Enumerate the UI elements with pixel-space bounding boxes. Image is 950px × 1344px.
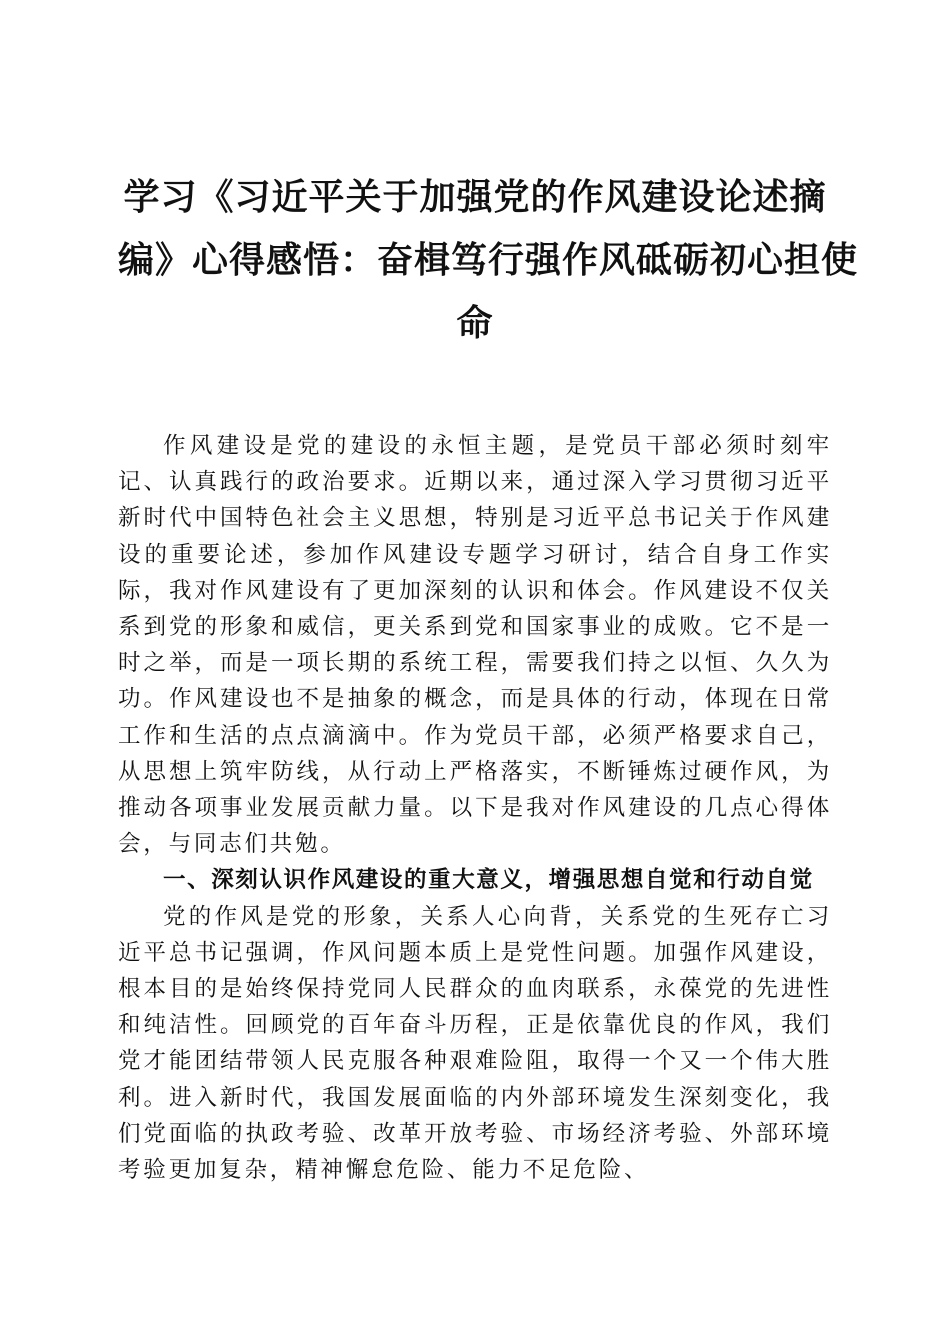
title-line-3: 命	[456, 303, 494, 344]
title-line-1: 学习《习近平关于加强党的作风建设论述摘	[123, 177, 827, 218]
title-line-2: 编》心得感悟：奋楫笃行强作风砥砺初心担使	[118, 240, 859, 281]
document-body	[118, 428, 832, 1188]
intro-paragraph: 作风建设是党的建设的永恒主题，是党员干部必须时刻牢记、认真践行的政治要求。近期以来，通过深入学习贯彻习近平新时代中国特色社会主义思想，特别是习近平总书记关于作风建设的重要论述，参加作风建设专题学习研讨，结合自身工作实际，我对作风建设有了更加深刻的认识和体会。作风建设不仅关系到党的形象和威信，更关系到党和国家事业的成败。它不是一时之举，而是一项长期的系统工程，需要我们持之以恒、久久为功。作风建设也不是抽象的概念，而是具体的行动，体现在日常工作和生活的点点滴滴中。作为党员干部，必须严格要求自己，从思想上筑牢防线，从行动上严格落实，不断锤炼过硬作风，为推动各项事业发展贡献力量。以下是我对作风建设的几点心得体会，与同志们共勉。	[118, 433, 832, 858]
section-1-paragraph: 党的作风是党的形象，关系人心向背，关系党的生死存亡习近平总书记强调，作风问题本质上是党性问题。加强作风建设，根本目的是始终保持党同人民群众的血肉联系，永葆党的先进性和纯洁性。回顾党的百年奋斗历程，正是依靠优良的作风，我们党才能团结带领人民克服各种艰难险阻，取得一个又一个伟大胜利。进入新时代，我国发展面临的内外部环境发生深刻变化，我们党面临的执政考验、改革开放考验、市场经济考验、外部环境考验更加复杂，精神懈怠危险、能力不足危险、	[118, 903, 832, 1184]
section-heading-1: 一、深刻认识作风建设的重大意义，增强思想自觉和行动自觉	[163, 867, 814, 894]
document-title	[118, 166, 859, 355]
